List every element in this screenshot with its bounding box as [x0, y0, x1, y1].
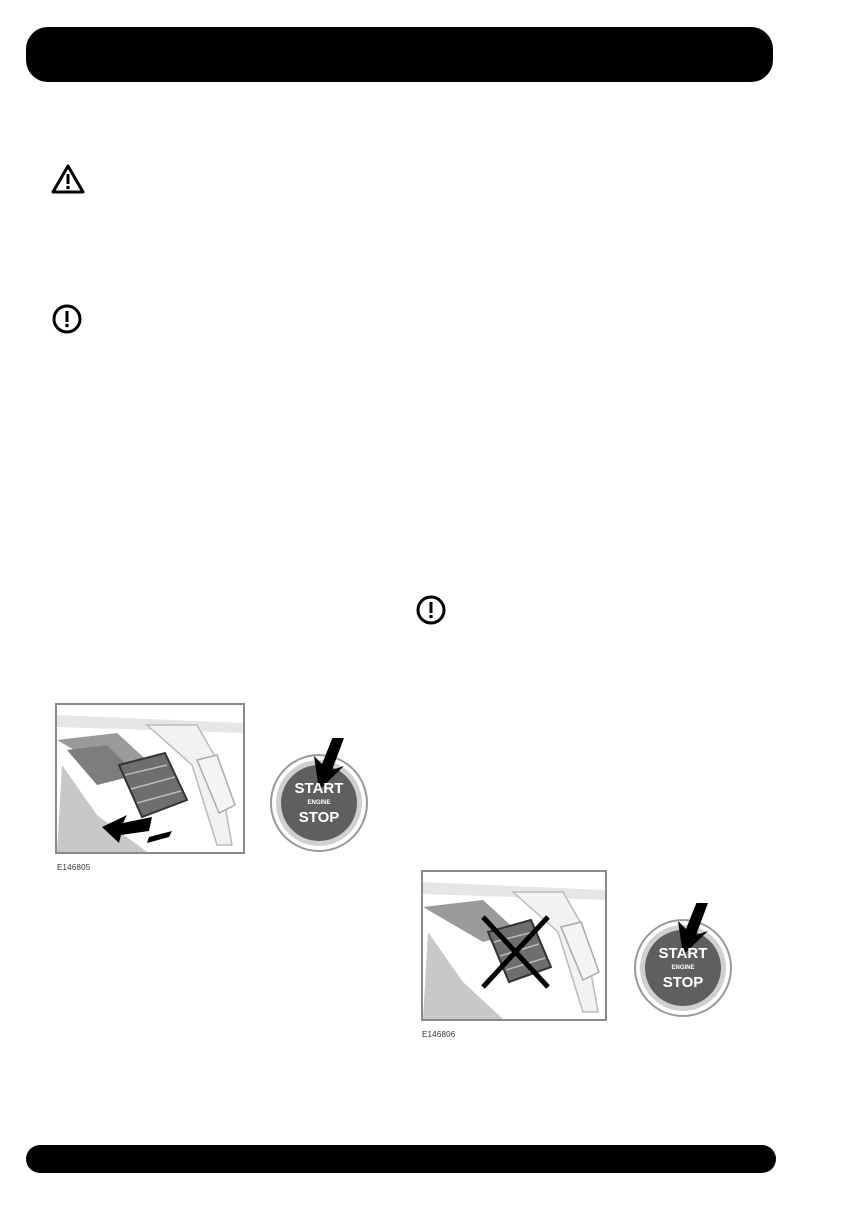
button-label-engine: ENGINE — [307, 800, 331, 806]
button-label-stop: STOP — [662, 974, 704, 991]
caution-exclamation-icon — [51, 303, 83, 335]
footer-bar — [26, 1145, 776, 1173]
button-label-start: START — [658, 945, 708, 962]
button-label-engine: ENGINE — [671, 965, 695, 971]
brake-pedal-illustration — [55, 703, 245, 854]
button-label-start: START — [294, 780, 344, 797]
figure-caption: E146805 — [57, 863, 91, 872]
figure-caption: E146806 — [422, 1030, 456, 1039]
brake-pedal-crossed-illustration — [421, 870, 607, 1021]
header-bar — [26, 27, 773, 82]
start-stop-button-icon — [262, 738, 376, 852]
warning-triangle-icon — [50, 163, 86, 195]
button-label-stop: STOP — [298, 809, 340, 826]
start-stop-button-icon — [626, 903, 740, 1017]
caution-exclamation-icon — [415, 594, 447, 626]
